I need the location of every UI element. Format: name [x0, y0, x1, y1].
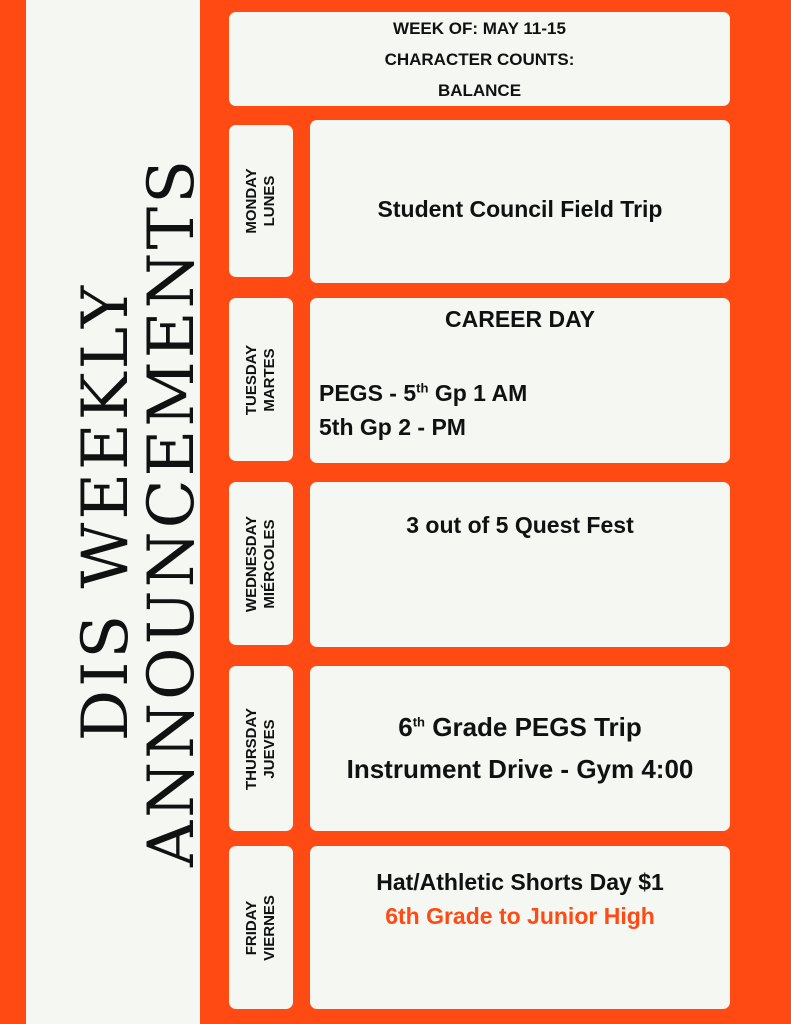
day-name-es: MARTES: [261, 347, 278, 412]
day-tab-thursday: [229, 666, 293, 831]
tuesday-line-2: 5th Gp 2 - PM: [319, 414, 466, 440]
tuesday-heading: CAREER DAY: [445, 306, 595, 332]
wednesday-content: [310, 482, 730, 647]
day-name-es: VIERNES: [261, 894, 278, 961]
tuesday-content: [310, 298, 730, 463]
day-tab-monday: [229, 125, 293, 277]
page-title-line-2: ANNOUNCEMENTS: [135, 156, 209, 868]
page-title: [69, 156, 209, 868]
thursday-line-2: Instrument Drive - Gym 4:00: [346, 754, 694, 784]
day-label-wednesday: [243, 515, 279, 611]
day-name-en: TUESDAY: [243, 344, 260, 415]
side-panel: [26, 0, 209, 1024]
thursday-content: [310, 666, 730, 831]
day-name-es: MIÉRCOLES: [261, 518, 278, 609]
monday-event: Student Council Field Trip: [377, 196, 663, 222]
day-label-friday: [243, 895, 279, 961]
day-label-tuesday: [243, 344, 279, 414]
monday-content: [310, 120, 730, 283]
day-name-en: WEDNESDAY: [243, 515, 260, 612]
friday-line-2: 6th Grade to Junior High: [385, 903, 655, 929]
friday-content: [310, 846, 730, 1009]
character-counts-label: CHARACTER COUNTS:: [384, 49, 575, 69]
day-tab-wednesday: [229, 482, 293, 645]
week-of-label: WEEK OF: MAY 11-15: [393, 18, 566, 38]
day-name-en: THURSDAY: [243, 707, 260, 790]
page-title-line-1: DIS WEEKLY: [69, 282, 143, 742]
day-tab-friday: [229, 846, 293, 1009]
day-name-es: LUNES: [261, 175, 278, 227]
day-name-es: JUEVES: [261, 718, 278, 779]
thursday-line-1: 6th Grade PEGS Trip: [398, 712, 642, 742]
day-name-en: MONDAY: [243, 168, 260, 234]
week-header: [229, 12, 730, 106]
tuesday-line-1: PEGS - 5th Gp 1 AM: [319, 380, 528, 406]
day-name-en: FRIDAY: [243, 900, 260, 955]
character-trait: BALANCE: [437, 80, 522, 100]
day-tab-tuesday: [229, 298, 293, 461]
day-label-monday: [243, 168, 279, 233]
friday-line-1: Hat/Athletic Shorts Day $1: [376, 869, 664, 895]
day-label-thursday: [243, 708, 279, 790]
wednesday-event: 3 out of 5 Quest Fest: [406, 512, 634, 538]
